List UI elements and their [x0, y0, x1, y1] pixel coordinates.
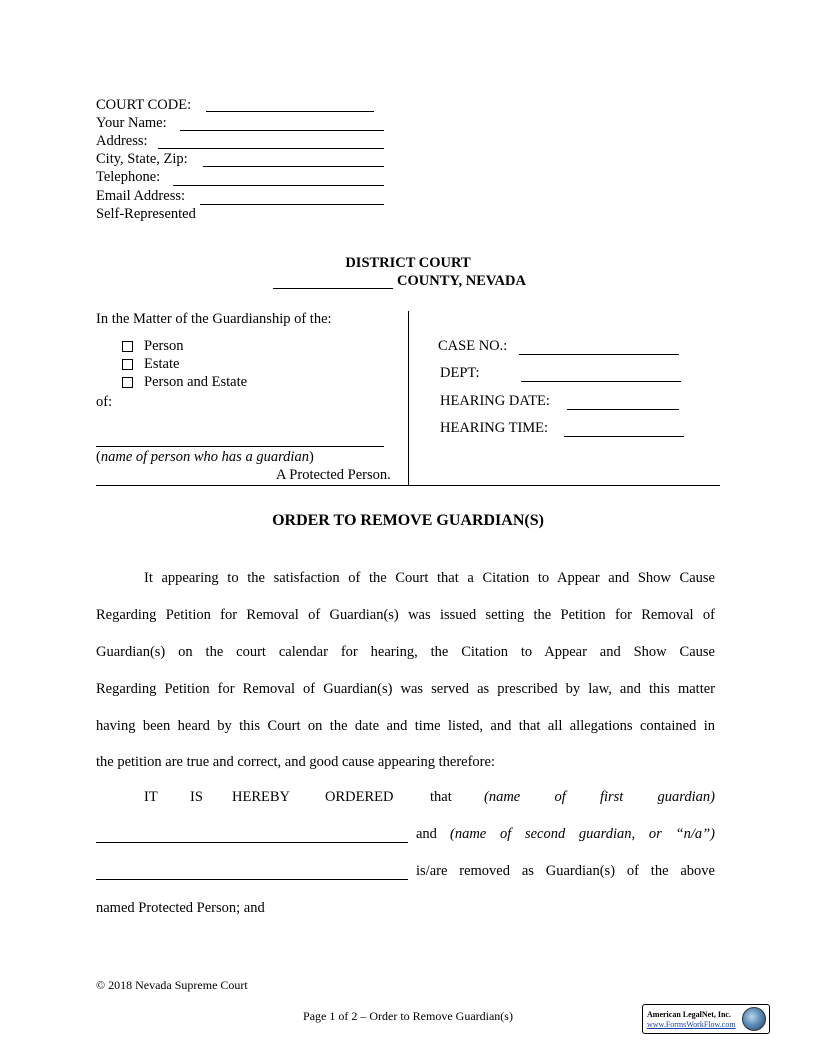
option-estate-label: Estate [144, 356, 180, 372]
hint-close-paren: ) [308, 449, 314, 465]
court-code-label: COURT CODE: [96, 97, 192, 113]
your-name-line[interactable] [180, 130, 384, 131]
body-line-3: Guardian(s) on the court calendar for hearing, the Citation to Appear and Show Cause [96, 644, 715, 660]
page-number: Page 1 of 2 – Order to Remove Guardian(s) [303, 1009, 513, 1023]
protected-person-label: A Protected Person. [276, 467, 391, 483]
email-row [96, 187, 185, 205]
body-line-6: the petition are true and correct, and good cause appearing therefore: [96, 754, 495, 770]
first-guardian-line[interactable] [96, 842, 408, 843]
document-title: ORDER TO REMOVE GUARDIAN(S) [272, 512, 544, 529]
second-guardian-hint: (name of second guardian, or “n/a”) [450, 826, 715, 842]
dept-line[interactable] [521, 381, 681, 382]
hearing-date-line[interactable] [567, 409, 679, 410]
logo-url-link[interactable]: www.FormsWorkFlow.com [647, 1020, 736, 1029]
ordered-word-ordered: ORDERED [325, 789, 394, 805]
body-line-2: Regarding Petition for Removal of Guardian(s) was issued setting the Petition for Removal of [96, 607, 715, 623]
hint-text: name of person who has a guardian [100, 449, 309, 465]
body-line-5: having been heard by this Court on the date and time listed, and that all allegations contained in [96, 718, 715, 734]
self-represented: Self-Represented [96, 206, 196, 222]
hearing-time-line[interactable] [564, 436, 684, 437]
email-label: Email Address: [96, 188, 186, 204]
caption-divider-vertical [408, 311, 409, 485]
protected-person-name-line[interactable] [96, 446, 384, 447]
removed-text: is/are removed as Guardian(s) of the above [416, 863, 715, 879]
case-no-label: CASE NO.: [438, 338, 508, 354]
checkbox-person-and-estate[interactable] [122, 377, 133, 388]
telephone-label: Telephone: [96, 169, 161, 185]
option-person-and-estate-label: Person and Estate [144, 374, 248, 390]
body-line-4: Regarding Petition for Removal of Guardian(s) was served as prescribed by law, and this matter [96, 681, 715, 697]
your-name-label: Your Name: [96, 115, 167, 131]
address-label: Address: [96, 133, 148, 149]
county-nevada: COUNTY, NEVADA [397, 273, 526, 289]
second-guardian-line[interactable] [96, 879, 408, 880]
ordered-word-is: IS [190, 789, 203, 805]
caption-divider-horizontal [96, 485, 720, 486]
matter-intro: In the Matter of the Guardianship of the: [96, 311, 332, 327]
hint-open-paren: ( [96, 449, 101, 465]
city-label: City, State, Zip: [96, 151, 188, 167]
globe-icon [742, 1007, 766, 1031]
telephone-line[interactable] [173, 185, 384, 186]
ordered-word-it: IT [144, 789, 158, 805]
court-name: DISTRICT COURT [345, 255, 471, 271]
checkbox-person[interactable] [122, 341, 133, 352]
address-line[interactable] [158, 148, 384, 149]
court-code-line[interactable] [206, 111, 374, 112]
telephone-row [96, 168, 160, 186]
your-name-row [96, 114, 167, 132]
ordered-word-hereby: HEREBY [232, 789, 290, 805]
checkbox-estate[interactable] [122, 359, 133, 370]
logo-company-name: American LegalNet, Inc. [647, 1010, 731, 1019]
address-row [96, 132, 148, 150]
hearing-date-label: HEARING DATE: [440, 393, 550, 409]
of-label: of: [96, 394, 113, 410]
body-line-1: It appearing to the satisfaction of the Court that a Citation to Appear and Show Cause [144, 570, 715, 586]
dept-label: DEPT: [440, 365, 480, 381]
american-legalnet-logo[interactable] [642, 1004, 770, 1034]
city-line[interactable] [203, 166, 384, 167]
ordered-word-that: that [430, 789, 452, 805]
court-code-row [96, 96, 191, 114]
case-no-line[interactable] [519, 354, 679, 355]
city-row [96, 150, 188, 168]
email-line[interactable] [200, 204, 384, 205]
first-guardian-hint: (name of first guardian) [484, 789, 715, 805]
copyright: © 2018 Nevada Supreme Court [96, 978, 248, 992]
final-line: named Protected Person; and [96, 900, 265, 916]
option-person-label: Person [144, 338, 184, 354]
hearing-time-label: HEARING TIME: [440, 420, 549, 436]
protected-person-hint [96, 449, 314, 466]
and-word: and [416, 826, 437, 842]
county-line[interactable] [273, 288, 393, 289]
